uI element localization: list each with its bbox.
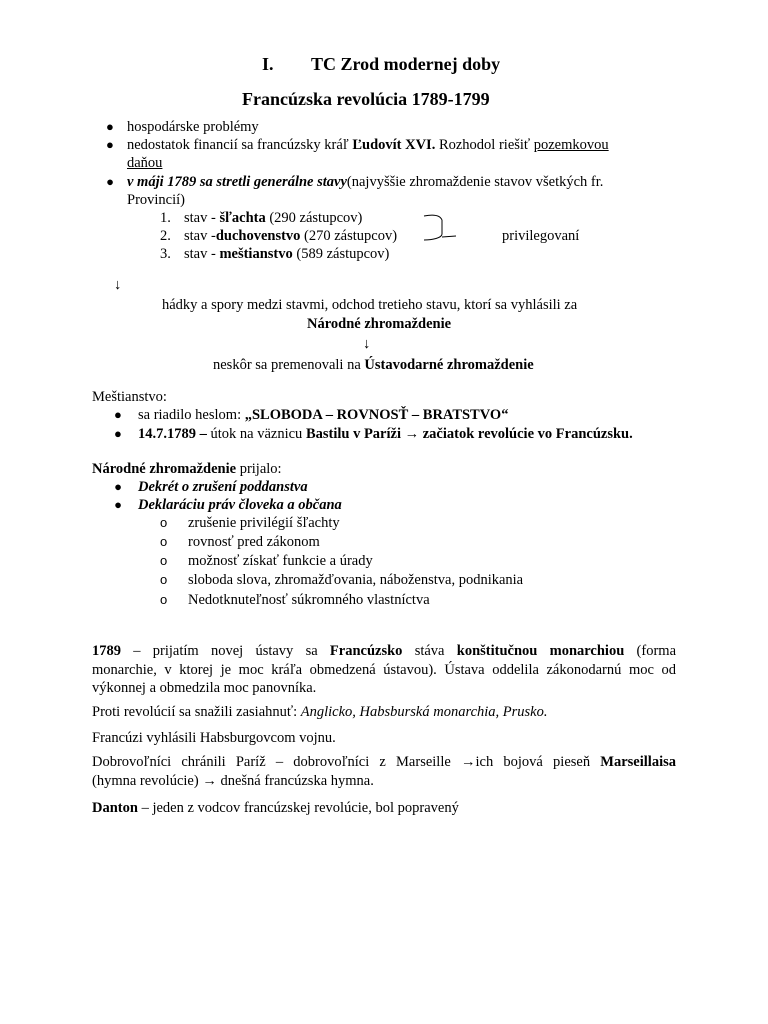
- flow-line-1: hádky a spory medzi stavmi, odchod tretieho stavu, ktorí sa vyhlásili za: [162, 297, 578, 313]
- circle-bullet-icon: o: [160, 534, 168, 549]
- constitution-paragraph: 1789 – prijatím novej ústavy sa Francúzsko stáva konštitučnou monarchiou (forma monarchie, v ktorej je moc kráľa obmedzená ústavou). Ústava oddelila zákonodarnú moc od výkonnej a obmedzila moc panovníka.: [92, 643, 677, 696]
- cause-item-1: hospodárske problémy: [127, 119, 259, 135]
- chapter-number: I.: [262, 54, 274, 74]
- down-arrow-icon: ↓: [114, 277, 122, 293]
- bullet-icon: ●: [111, 478, 125, 495]
- bracket-connector-icon: [420, 212, 460, 244]
- bullet-icon: ●: [111, 496, 125, 513]
- circle-bullet-icon: o: [160, 553, 168, 568]
- bullet-icon: ●: [114, 407, 122, 422]
- bullet-icon: ●: [106, 119, 114, 134]
- bullet-icon: ●: [103, 173, 117, 190]
- cause-item-3-continued: Provincií): [127, 192, 185, 208]
- declaration-item: Deklaráciu práv človeka a občana: [138, 497, 342, 513]
- cause-item-3: v máji 1789 sa stretli generálne stavy(najvyššie zhromaždenie stavov všetkých fr.: [127, 174, 604, 190]
- circle-bullet-icon: o: [160, 592, 168, 607]
- opponents-paragraph: Proti revolúcií sa snažili zasiahnuť: Anglicko, Habsburská monarchia, Prusko.: [92, 704, 548, 720]
- estate-3: stav - meštianstvo (589 zástupcov): [184, 246, 390, 262]
- cause-item-2-continued: daňou: [127, 155, 163, 171]
- decree-item: Dekrét o zrušení poddanstva: [138, 479, 308, 495]
- flow-line-3: neskôr sa premenovali na Ústavodarné zhromaždenie: [213, 357, 534, 373]
- estate-2: stav -duchovenstvo (270 zástupcov): [184, 228, 398, 244]
- right-item: možnosť získať funkcie a úrady: [188, 553, 373, 569]
- right-item: zrušenie privilégií šľachty: [188, 515, 340, 531]
- marseillaise-paragraph: Dobrovoľníci chránili Paríž – dobrovoľníci z Marseille →ich bojová pieseň Marseillaisa (hymna revolúcie) → dnešná francúzska hymna.: [92, 754, 676, 789]
- right-item: rovnosť pred zákonom: [188, 534, 320, 550]
- bullet-icon: ●: [106, 137, 114, 152]
- assembly-label: Národné zhromaždenie prijalo:: [92, 461, 282, 477]
- down-arrow-icon: ↓: [363, 336, 371, 352]
- war-paragraph: Francúzi vyhlásili Habsburgovcom vojnu.: [92, 730, 336, 746]
- document-subtitle: Francúzska revolúcia 1789-1799: [242, 89, 490, 109]
- bullet-icon: ●: [114, 426, 122, 441]
- circle-bullet-icon: o: [160, 515, 168, 530]
- bastille-item: 14.7.1789 – útok na väznicu Bastilu v Paríži → začiatok revolúcie vo Francúzsku.: [138, 426, 633, 442]
- right-item: Nedotknuteľnosť súkromného vlastníctva: [188, 592, 430, 608]
- flow-national-assembly: Národné zhromaždenie: [307, 316, 452, 332]
- danton-paragraph: Danton – jeden z vodcov francúzskej revolúcie, bol popravený: [92, 800, 459, 816]
- bourgeoisie-label: Meštianstvo:: [92, 389, 167, 405]
- estate-number: 3.: [160, 246, 171, 262]
- chapter-title: TC Zrod modernej doby: [311, 54, 501, 74]
- circle-bullet-icon: o: [160, 572, 168, 587]
- estate-1: stav - šľachta (290 zástupcov): [184, 210, 363, 226]
- right-item: sloboda slova, zhromažďovania, náboženstva, podnikania: [188, 572, 524, 588]
- motto-item: sa riadilo heslom: „SLOBODA – ROVNOSŤ – BRATSTVO“: [138, 407, 509, 423]
- cause-item-2: nedostatok financií sa francúzsky kráľ Ľudovít XVI. Rozhodol riešiť pozemkovou: [127, 137, 609, 153]
- estate-number: 2.: [160, 228, 171, 244]
- privileged-label: privilegovaní: [502, 228, 580, 244]
- estate-number: 1.: [160, 210, 171, 226]
